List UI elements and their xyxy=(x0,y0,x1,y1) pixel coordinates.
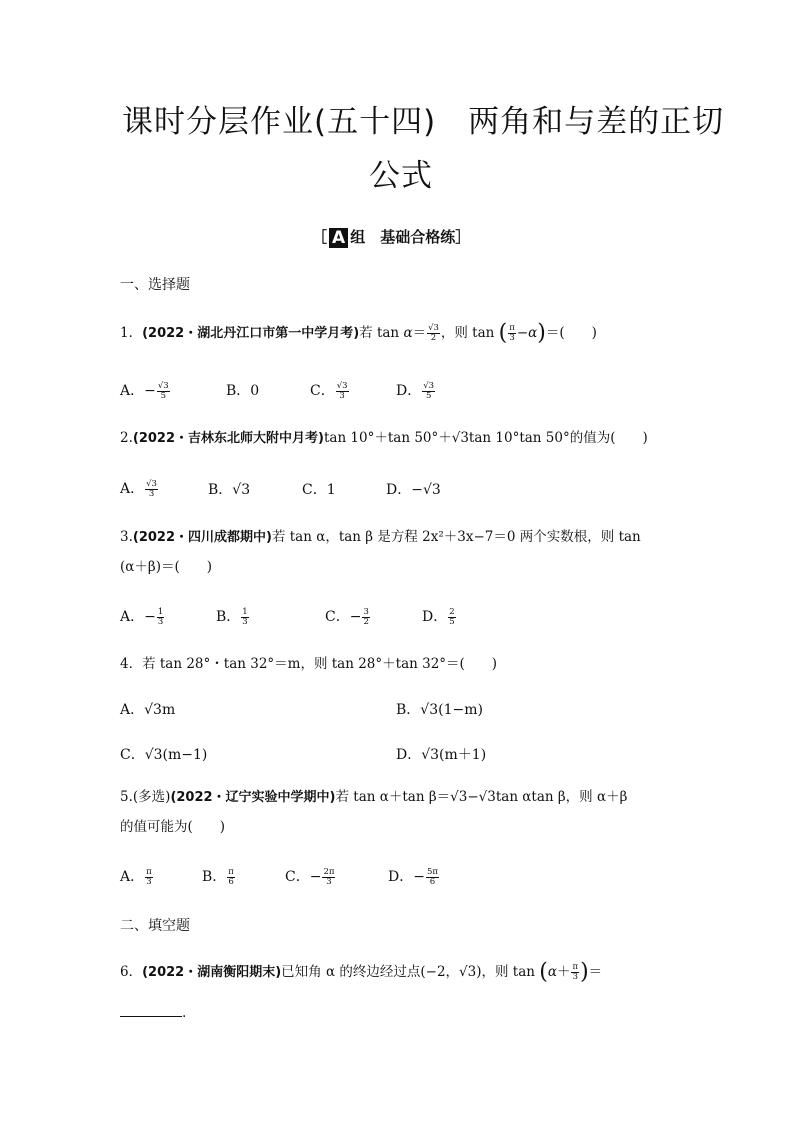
q3-option-d: D． $\frac{2}{5}$ xyxy=(422,606,455,627)
q6-text: 已知角 α 的终边经过点(−2，√3)，则 tan xyxy=(281,964,535,980)
q4-number: 4． xyxy=(120,656,143,672)
q5-multi-tag: (多选) xyxy=(132,789,171,805)
q4-option-a: A．√3m xyxy=(120,702,176,718)
q2-number: 2. xyxy=(120,430,133,446)
question-6: 6．(2022・湖南衡阳期末)已知角 α 的终边经过点(−2，√3)，则 tan (α＋ $\frac{\pi}{3}$ )＝ xyxy=(120,959,603,985)
q4-option-b: B．√3(1−m) xyxy=(396,702,483,718)
q1-text-a: 若 tan xyxy=(359,325,400,341)
q5-option-a: A． $\frac{\pi}{3}$ xyxy=(120,866,152,887)
page-title-line1: 课时分层作业(五十四) 两角和与差的正切 xyxy=(122,104,725,140)
q1-frac-root3-over-2: $\frac{√3}{2}$ xyxy=(428,323,439,343)
q6-answer-blank xyxy=(120,1002,186,1023)
group-bracket-open: ［ xyxy=(312,228,328,246)
question-1: 1．(2022・湖北丹江口市第一中学月考)若 tan α＝ $\frac{√3}{2}$ ，则 tan ( $\frac{\pi}{3}$ −α)＝( ) xyxy=(120,320,597,346)
q3-option-c: C．− $\frac{3}{2}$ xyxy=(325,606,369,627)
question-5-line2: 的值可能为( ) xyxy=(120,819,226,835)
section-choice: 一、选择题 xyxy=(120,277,190,293)
question-4 xyxy=(120,654,497,674)
q1-alpha: α xyxy=(403,325,413,341)
q3-text-line1: 若 tan α，tan β 是方程 2x²＋3x−7＝0 两个实数根，则 tan xyxy=(271,529,641,545)
q1-end: ＝( ) xyxy=(545,325,597,341)
q4-text: 若 tan 28°・tan 32°＝m，则 tan 28°＋tan 32°＝( ) xyxy=(142,656,498,672)
question-5-line1 xyxy=(120,787,627,808)
q1-option-c: C． $\frac{√3}{3}$ xyxy=(310,380,348,401)
group-label: 组 基础合格练 xyxy=(350,228,456,246)
q5-text-line1: 若 tan α＋tan β＝√3−√3tan αtan β，则 α＋β xyxy=(335,789,628,805)
q3-number: 3. xyxy=(120,529,133,545)
question-2 xyxy=(120,428,648,449)
q6-number: 6． xyxy=(120,964,143,980)
q6-source: (2022・湖南衡阳期末) xyxy=(142,965,282,980)
q1-option-a: A．− $\frac{√3}{5}$ xyxy=(120,380,169,401)
q3-source: (2022・四川成都期中) xyxy=(132,530,272,545)
q2-text: tan 10°＋tan 50°＋√3tan 10°tan 50°的值为( ) xyxy=(323,430,648,446)
q5-option-c: C．− $\frac{2\pi}{3}$ xyxy=(285,866,335,887)
q4-option-c: C．√3(m−1) xyxy=(120,747,208,763)
q1-text-b: ，则 tan xyxy=(440,325,495,341)
q1-option-d: D． $\frac{√3}{5}$ xyxy=(396,380,435,401)
q1-frac-pi-over-3: $\frac{\pi}{3}$ xyxy=(509,323,515,343)
q1-option-b: B．0 xyxy=(226,383,260,399)
section-fill: 二、填空题 xyxy=(120,918,190,934)
q3-option-b: B． $\frac{1}{3}$ xyxy=(216,606,248,627)
q2-source: (2022・吉林东北师大附中月考) xyxy=(132,431,324,446)
question-3-line2: (α＋β)＝( ) xyxy=(120,559,212,575)
q2-option-c: C．1 xyxy=(302,482,336,498)
q5-option-b: B． $\frac{\pi}{6}$ xyxy=(202,866,234,887)
q6-end: ＝ xyxy=(588,964,603,980)
q2-option-d: D．−√3 xyxy=(386,482,441,498)
q1-source: (2022・湖北丹江口市第一中学月考) xyxy=(142,326,360,341)
q5-option-d: D．− $\frac{5\pi}{6}$ xyxy=(388,866,438,887)
q6-frac-pi-over-3: $\frac{\pi}{3}$ xyxy=(572,962,579,982)
group-header xyxy=(312,226,470,248)
page-title-line2: 公式 xyxy=(369,158,433,194)
question-3-line1 xyxy=(120,527,641,548)
group-letter-badge: A xyxy=(329,228,348,248)
q4-option-d: D．√3(m＋1) xyxy=(396,747,487,763)
q6-tail: . xyxy=(182,1005,187,1021)
q5-number: 5. xyxy=(120,789,133,805)
q2-option-b: B．√3 xyxy=(208,482,251,498)
q1-number: 1． xyxy=(120,325,143,341)
q2-option-a: A． $\frac{√3}{3}$ xyxy=(120,478,157,499)
group-bracket-close: ］ xyxy=(455,228,471,246)
q3-option-a: A．− $\frac{1}{3}$ xyxy=(120,606,164,627)
q5-source: (2022・辽宁实验中学期中) xyxy=(170,790,336,805)
